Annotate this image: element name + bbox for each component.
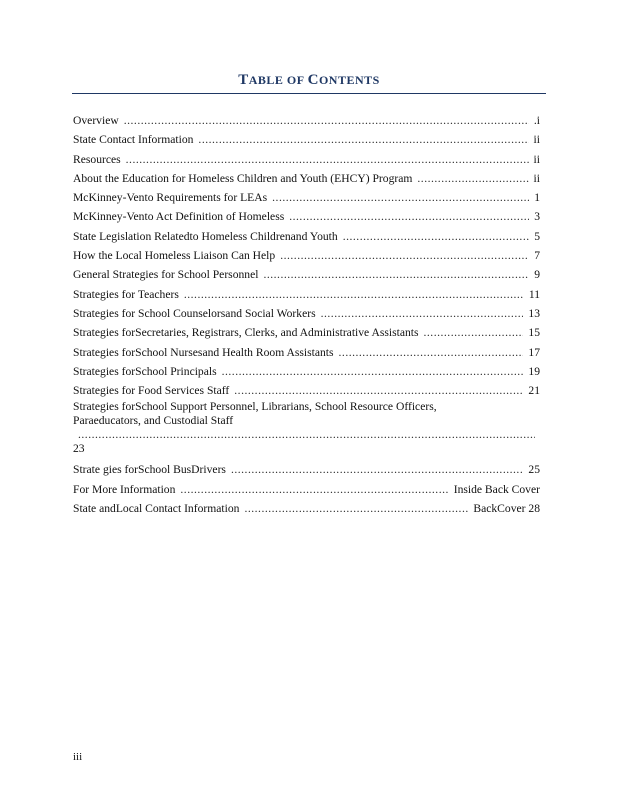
toc-entry-state-legislation[interactable]: [73, 227, 540, 246]
toc-entry-label: State Contact Information: [73, 133, 194, 147]
toc-entry-label-line2: Paraeducators, and Custodial Staff: [73, 414, 234, 428]
toc-entry-label: Overview: [73, 114, 119, 127]
dot-leader: [263, 265, 529, 284]
toc-entry-general-strategies[interactable]: [73, 265, 540, 284]
toc-entry-mckinney-definition[interactable]: [73, 207, 540, 226]
toc-entry-liaison[interactable]: [73, 246, 540, 265]
dot-leader: [424, 323, 524, 342]
toc-entry-page: 15: [528, 326, 540, 340]
toc-entry-label: McKinney-Vento Requirements for LEAs: [73, 191, 268, 205]
toc-entry-label: Resources: [73, 152, 121, 166]
dot-leader: [184, 285, 524, 304]
dot-leader: [343, 227, 530, 246]
toc-entry-label: Strategies for Teachers: [73, 287, 179, 301]
toc-entry-label: Strategies forSchool Principals: [73, 364, 217, 378]
toc-entry-page: 25: [528, 463, 540, 477]
toc-entry-page: ii: [533, 171, 540, 185]
toc-entry-page: 11: [528, 287, 540, 301]
dot-leader: [222, 362, 524, 381]
dot-leader: [231, 460, 523, 479]
toc-entry-bus-drivers[interactable]: [73, 460, 540, 479]
toc-entry-food-services[interactable]: [73, 381, 540, 400]
toc-entry-label: Strategies for School Counselorsand Social Workers: [73, 306, 316, 320]
toc-entry-label: Strategies forSchool Nursesand Health Room Assistants: [73, 345, 334, 359]
toc-entry-page: 13: [528, 306, 540, 320]
toc-entry-page: 5: [534, 229, 540, 243]
dot-leader: [280, 246, 529, 265]
toc-entry-state-contact[interactable]: [73, 130, 540, 149]
dot-leader: [417, 169, 528, 188]
title-part-1: ABLE OF: [248, 73, 308, 87]
dot-leader: [124, 111, 529, 130]
toc-entry-page: 19: [528, 364, 540, 378]
dot-leader: [198, 130, 528, 149]
toc-entry-local-contact[interactable]: [73, 499, 540, 518]
toc-entry-page: 7: [534, 249, 540, 263]
toc-entry-label: General Strategies for School Personnel: [73, 268, 259, 282]
toc-entry-about-ehcy[interactable]: [73, 169, 540, 188]
title-initial-1: T: [238, 72, 249, 88]
dot-leader: [339, 343, 524, 362]
page-number-footer: iii: [73, 751, 83, 763]
toc-entry-principals[interactable]: [73, 362, 540, 381]
toc-entry-page: ii: [533, 133, 540, 147]
toc-entry-label: How the Local Homeless Liaison Can Help: [73, 249, 276, 263]
title-underline: [72, 93, 546, 94]
toc-entry-label: Strategies for Food Services Staff: [73, 384, 230, 398]
toc-list: [73, 111, 540, 518]
toc-entry-label-line1: Strategies forSchool Support Personnel, Librarians, School Resource Officers,: [73, 400, 437, 414]
toc-entry-page: 3: [534, 210, 540, 224]
title-initial-2: C: [307, 72, 319, 88]
toc-entry-page: 9: [534, 268, 540, 282]
toc-entry-page: BackCover 28: [473, 502, 540, 516]
toc-entry-overview[interactable]: [73, 111, 540, 130]
toc-entry-label: McKinney-Vento Act Definition of Homeless: [73, 210, 285, 224]
toc-entry-label: Strate gies forSchool BusDrivers: [73, 463, 226, 477]
toc-entry-resources[interactable]: [73, 150, 540, 169]
toc-entry-label: For More Information: [73, 482, 176, 496]
toc-entry-page: 23: [73, 442, 85, 456]
toc-entry-support-personnel[interactable]: [73, 400, 540, 456]
toc-entry-label: State andLocal Contact Information: [73, 502, 240, 516]
dot-leader: [321, 304, 524, 323]
toc-entry-page: .i: [533, 114, 540, 127]
toc-entry-page: 17: [528, 345, 540, 359]
dot-leader: [78, 428, 535, 442]
toc-entry-mckinney-requirements[interactable]: [73, 188, 540, 207]
toc-entry-more-info[interactable]: [73, 480, 540, 499]
dot-leader: [272, 188, 529, 207]
toc-entry-counselors[interactable]: [73, 304, 540, 323]
dot-leader: [234, 381, 523, 400]
dot-leader: [180, 480, 448, 499]
toc-entry-page: Inside Back Cover: [453, 482, 540, 496]
toc-entry-page: 1: [534, 191, 540, 205]
toc-entry-nurses[interactable]: [73, 343, 540, 362]
toc-entry-label: Strategies forSecretaries, Registrars, Clerks, and Administrative Assistants: [73, 326, 419, 340]
page-title: [0, 72, 618, 89]
toc-entry-teachers[interactable]: [73, 285, 540, 304]
toc-entry-secretaries[interactable]: [73, 323, 540, 342]
title-part-2: ONTENTS: [318, 73, 380, 87]
dot-leader: [289, 207, 529, 226]
toc-entry-label: State Legislation Relatedto Homeless Childrenand Youth: [73, 229, 338, 243]
toc-entry-page: 21: [528, 384, 540, 398]
dot-leader: [244, 499, 468, 518]
toc-entry-page: ii: [533, 152, 540, 166]
toc-entry-label: About the Education for Homeless Children and Youth (EHCY) Program: [73, 171, 413, 185]
dot-leader: [126, 150, 529, 169]
